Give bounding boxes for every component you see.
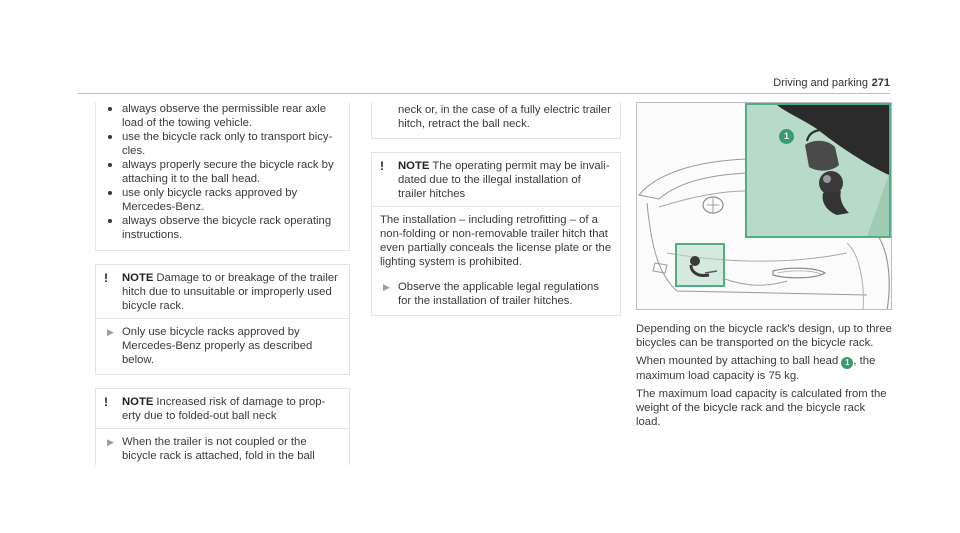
bullet-icon: [108, 107, 112, 111]
column-middle: [371, 102, 621, 316]
callout-1-marker: 1: [779, 129, 794, 144]
notice-damage-trailer-hitch: [95, 264, 350, 375]
hitch-location-highlight: [675, 243, 725, 287]
bullet-icon: [108, 135, 112, 139]
arrow-right-icon: ▶: [107, 327, 114, 337]
paragraph-rack-capacity: Depending on the bicycle rack's design, up to three bicycles can be transported on the bicycle rack.: [636, 323, 892, 349]
continued-step-text: neck or, in the case of a fully electric trailer hitch, retract the ball neck.: [371, 102, 621, 139]
arrow-right-icon: ▶: [107, 437, 114, 447]
arrow-right-icon: ▶: [383, 282, 390, 292]
page-number: 271: [871, 77, 890, 89]
paragraph-load-calculation: The maximum load capacity is calculated from the weight of the bicycle rack and the bicycle rack load.: [636, 388, 887, 428]
notice-title: NOTE: [398, 160, 430, 172]
list-item: always observe the permissible rear axle load of the towing vehicle.: [104, 102, 341, 130]
bullet-icon: [108, 191, 112, 195]
list-item: always observe the bicycle rack operating instructions.: [104, 214, 341, 242]
instruction-step: ▶ When the trailer is not coupled or the bicycle rack is attached, fold in the ball: [104, 435, 341, 463]
paragraph-max-load: When mounted by attaching to ball head 1 , the maximum load capacity is 75 kg.: [636, 355, 876, 382]
running-header-section: Driving and parking: [773, 77, 868, 89]
instruction-step: ▶ Observe the applicable legal regulations for the installation of trailer hitches.: [380, 280, 612, 308]
list-item: always properly secure the bicycle rack by attaching it to the ball head.: [104, 158, 341, 186]
warning-icon: !: [104, 271, 108, 285]
list-item: use the bicycle rack only to transport bicy- cles.: [104, 130, 341, 158]
callout-1-inline: 1: [841, 357, 853, 369]
warning-icon: !: [380, 159, 384, 173]
ball-head-detail-inset: [745, 103, 891, 238]
notice-text: Increased risk of damage to prop- erty due to folded-out ball neck: [122, 396, 326, 422]
notice-text: The operating permit may be invali- dated due to the illegal installation of trailer hitches: [398, 160, 610, 200]
notice-title: NOTE: [122, 272, 154, 284]
instruction-step: ▶ Only use bicycle racks approved by Mercedes-Benz properly as described below.: [104, 325, 341, 367]
header-divider: [78, 93, 890, 94]
notice-text: Damage to or breakage of the trailer hitch due to unsuitable or improperly used bicycle rack.: [122, 272, 338, 312]
notice-operating-permit: [371, 152, 621, 316]
list-item: use only bicycle racks approved by Mercedes-Benz.: [104, 186, 341, 214]
ball-head-detail-drawing: [747, 105, 889, 236]
hitch-location-drawing: [677, 245, 723, 285]
notice-title: NOTE: [122, 396, 154, 408]
bullet-list: [95, 102, 350, 251]
column-left: [95, 102, 350, 465]
column-right: [636, 102, 892, 429]
bullet-icon: [108, 219, 112, 223]
notice-ball-neck: [95, 388, 350, 465]
warning-icon: !: [104, 395, 108, 409]
notice-body-text: The installation – including retrofitting – of a non-folding or non-removable trailer hitch that even partially conceals the license plate or the lighting system is prohibited.: [380, 214, 612, 268]
bullet-icon: [108, 163, 112, 167]
vehicle-rear-illustration: [636, 102, 892, 310]
